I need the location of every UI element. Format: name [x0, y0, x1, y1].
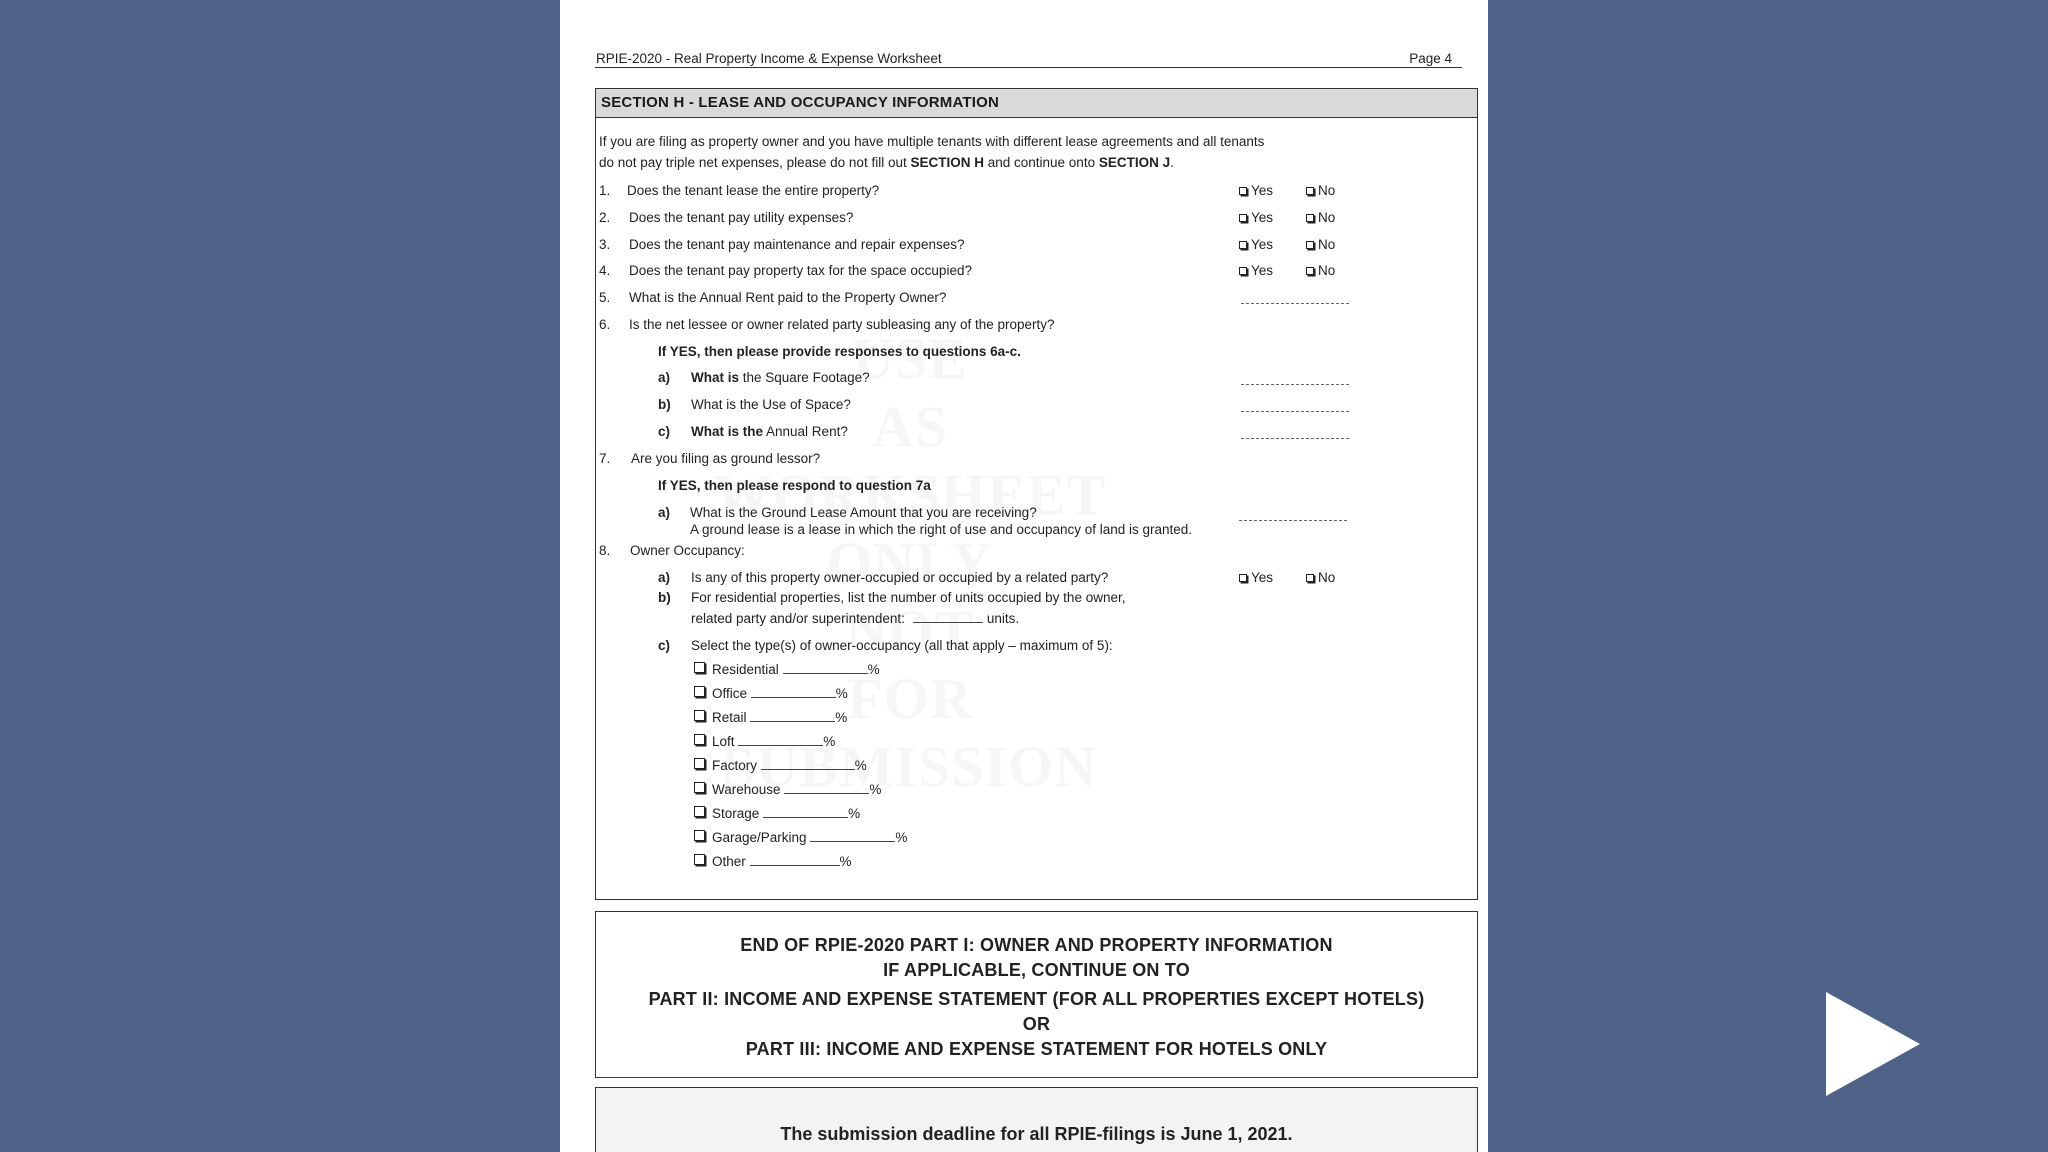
q8a-text: Is any of this property owner-occupied or occupied by a related party? [691, 570, 1109, 585]
occupancy-option-loft[interactable]: Loft % [694, 733, 835, 749]
end-notice-line-5: PART III: INCOME AND EXPENSE STATEMENT FOR HOTELS ONLY [745, 1039, 1328, 1059]
q1-yes-checkbox[interactable]: Yes [1239, 183, 1273, 198]
q6b-letter: b) [658, 397, 671, 412]
checkbox-icon [1306, 187, 1314, 195]
q8a-no-checkbox[interactable]: No [1306, 570, 1335, 585]
q6a-text: What is the Square Footage? [691, 370, 870, 385]
occupancy-option-storage[interactable]: Storage % [694, 805, 860, 821]
ground-lease-amount-field[interactable] [1239, 520, 1347, 521]
occupancy-option-retail[interactable]: Retail % [694, 709, 847, 725]
q6c-text: What is the Annual Rent? [691, 424, 848, 439]
q7a-note: A ground lease is a lease in which the right of use and occupancy of land is granted. [690, 522, 1193, 537]
section-h [595, 88, 1478, 900]
checkbox-icon [694, 806, 705, 817]
page-number: Page 4 [1409, 51, 1452, 66]
document-title: RPIE-2020 - Real Property Income & Expense Worksheet [596, 51, 942, 66]
q8b-text-line-1: For residential properties, list the number of units occupied by the owner, [691, 590, 1126, 605]
question-7-text: Are you filing as ground lessor? [631, 451, 821, 466]
checkbox-icon [1306, 214, 1314, 222]
q6c-letter: c) [658, 424, 671, 439]
use-of-space-field[interactable] [1241, 411, 1349, 412]
end-of-part-notice [595, 911, 1478, 1078]
question-3-text: Does the tenant pay maintenance and repair expenses? [629, 237, 965, 252]
occupancy-option-residential[interactable]: Residential % [694, 661, 880, 677]
sublease-annual-rent-field[interactable] [1241, 438, 1349, 439]
end-notice-line-2: IF APPLICABLE, CONTINUE ON TO [883, 960, 1190, 980]
question-6-text: Is the net lessee or owner related party subleasing any of the property? [629, 317, 1055, 332]
question-number: 3. [599, 237, 611, 252]
question-1-text: Does the tenant lease the entire property? [627, 183, 880, 198]
occupancy-option-garage-parking[interactable]: Garage/Parking % [694, 829, 907, 845]
question-number: 7. [599, 451, 611, 466]
question-number: 1. [599, 183, 611, 198]
checkbox-icon [1239, 574, 1247, 582]
end-notice-line-3: PART II: INCOME AND EXPENSE STATEMENT (FOR ALL PROPERTIES EXCEPT HOTELS) [648, 989, 1425, 1009]
occupancy-option-other[interactable]: Other % [694, 853, 852, 869]
checkbox-icon [694, 758, 705, 769]
document-header [595, 51, 1462, 68]
question-number: 5. [599, 290, 611, 305]
q7a-text: What is the Ground Lease Amount that you are receiving? [690, 505, 1037, 520]
question-number: 4. [599, 263, 611, 278]
checkbox-icon [694, 734, 705, 745]
checkbox-icon [694, 662, 705, 673]
occupancy-option-warehouse[interactable]: Warehouse % [694, 781, 881, 797]
checkbox-icon [1306, 267, 1314, 275]
units-field[interactable] [913, 611, 983, 623]
play-icon[interactable] [1826, 992, 1920, 1096]
q7a-letter: a) [658, 505, 671, 520]
question-8-text: Owner Occupancy: [630, 543, 745, 558]
q3-yes-checkbox[interactable]: Yes [1239, 237, 1273, 252]
checkbox-icon [1239, 267, 1247, 275]
checkbox-icon [1306, 574, 1314, 582]
occupancy-option-factory[interactable]: Factory % [694, 757, 867, 773]
checkbox-icon [1239, 187, 1247, 195]
q4-no-checkbox[interactable]: No [1306, 263, 1335, 278]
q8a-letter: a) [658, 570, 671, 585]
section-title: SECTION H - LEASE AND OCCUPANCY INFORMATION [596, 89, 1477, 118]
q2-yes-checkbox[interactable]: Yes [1239, 210, 1273, 225]
annual-rent-field[interactable] [1241, 303, 1349, 304]
checkbox-icon [694, 686, 705, 697]
square-footage-field[interactable] [1241, 384, 1349, 385]
checkbox-icon [694, 782, 705, 793]
q8b-letter: b) [658, 590, 671, 605]
question-2-text: Does the tenant pay utility expenses? [629, 210, 854, 225]
checkbox-icon [1306, 241, 1314, 249]
intro-line-1: If you are filing as property owner and you have multiple tenants with different lease agreements and all tenants [599, 134, 1265, 149]
q4-yes-checkbox[interactable]: Yes [1239, 263, 1273, 278]
checkbox-icon [1239, 241, 1247, 249]
q6-instruction: If YES, then please provide responses to questions 6a-c. [658, 344, 1021, 359]
end-notice-line-1: END OF RPIE-2020 PART I: OWNER AND PROPERTY INFORMATION [740, 935, 1333, 955]
q6b-text: What is the Use of Space? [691, 397, 851, 412]
q6a-letter: a) [658, 370, 671, 385]
question-number: 2. [599, 210, 611, 225]
intro-line-2: do not pay triple net expenses, please do not fill out SECTION H and continue onto SECTION J. [599, 155, 1174, 170]
q2-no-checkbox[interactable]: No [1306, 210, 1335, 225]
deadline-text: The submission deadline for all RPIE-filings is June 1, 2021. [780, 1124, 1293, 1144]
question-4-text: Does the tenant pay property tax for the space occupied? [629, 263, 972, 278]
q3-no-checkbox[interactable]: No [1306, 237, 1335, 252]
q8c-letter: c) [658, 638, 671, 653]
q7-instruction: If YES, then please respond to question 7a [658, 478, 931, 493]
question-number: 6. [599, 317, 611, 332]
checkbox-icon [1239, 214, 1247, 222]
question-5-text: What is the Annual Rent paid to the Property Owner? [629, 290, 947, 305]
document-page [560, 0, 1488, 1152]
q8c-text: Select the type(s) of owner-occupancy (all that apply – maximum of 5): [691, 638, 1113, 653]
q8a-yes-checkbox[interactable]: Yes [1239, 570, 1273, 585]
checkbox-icon [694, 854, 705, 865]
end-notice-line-4: OR [1022, 1014, 1051, 1034]
q1-no-checkbox[interactable]: No [1306, 183, 1335, 198]
checkbox-icon [694, 830, 705, 841]
question-number: 8. [599, 543, 611, 558]
checkbox-icon [694, 710, 705, 721]
occupancy-option-office[interactable]: Office % [694, 685, 848, 701]
deadline-notice [595, 1087, 1478, 1152]
q8b-text-line-2: related party and/or superintendent: units. [691, 611, 1020, 626]
